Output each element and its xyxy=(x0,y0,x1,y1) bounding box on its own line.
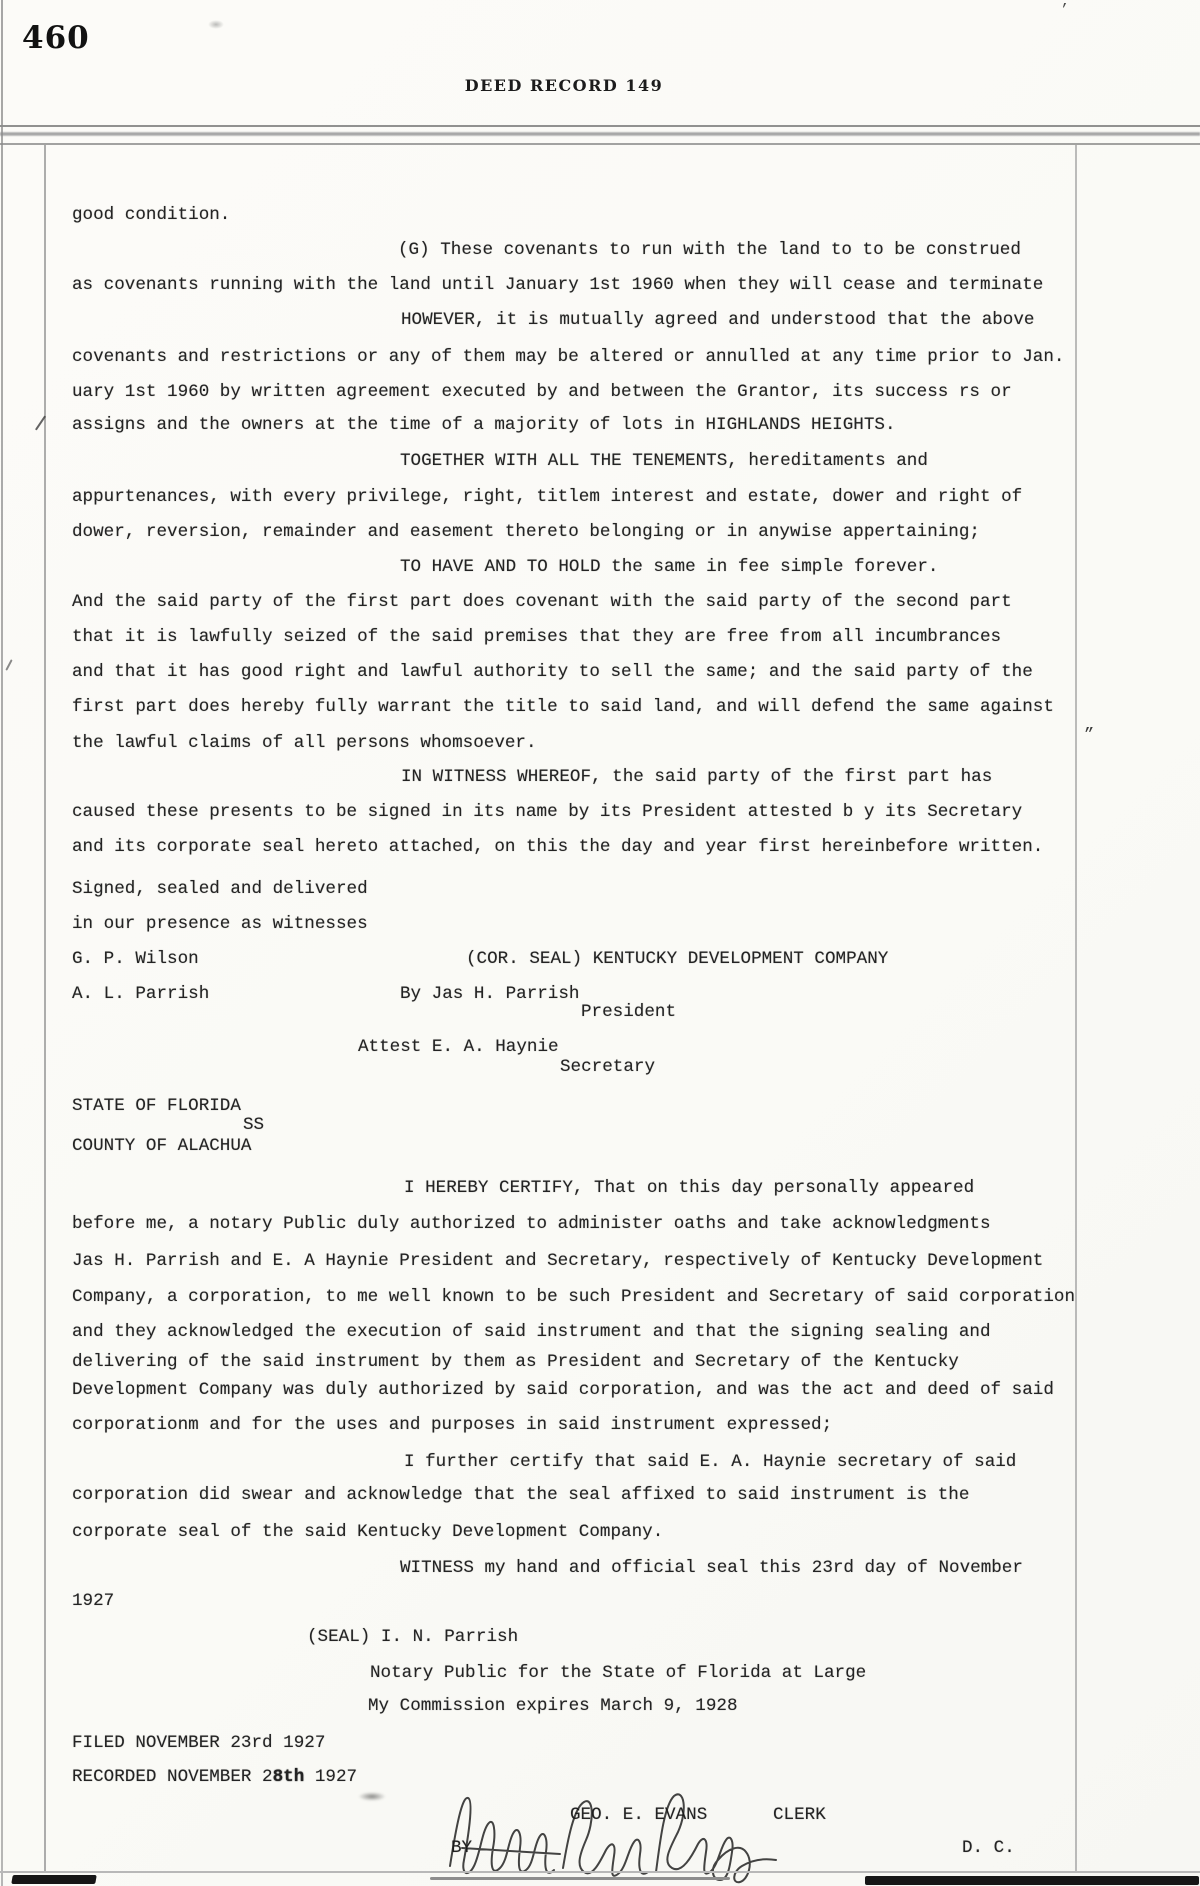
typed-line: Jas H. Parrish and E. A Haynie President and Secretary, respectively of Kentucky Development xyxy=(72,1251,1044,1271)
typed-line: Secretary xyxy=(560,1057,656,1077)
county-line: COUNTY OF ALACHUA xyxy=(72,1136,252,1156)
witness-name-2: A. L. Parrish xyxy=(72,984,210,1004)
typed-line: before me, a notary Public duly authorized to administer oaths and take acknowledgments xyxy=(72,1214,991,1234)
grantor-company-line: (COR. SEAL) KENTUCKY DEVELOPMENT COMPANY xyxy=(466,949,889,969)
typed-line: Development Company was duly authorized by said corporation, and was the act and deed of said xyxy=(72,1380,1054,1400)
typed-line: first part does hereby fully warrant the title to said land, and will defend the same against xyxy=(72,697,1054,717)
header-title: DEED RECORD 149 xyxy=(464,76,664,95)
typed-line: TOGETHER WITH ALL THE TENEMENTS, hereditaments and xyxy=(400,451,928,471)
typed-line: and its corporate seal hereto attached, on this the day and year first hereinbefore written. xyxy=(72,837,1044,857)
typed-line: corporationm and for the uses and purposes in said instrument expressed; xyxy=(72,1415,833,1435)
filed-line: FILED NOVEMBER 23rd 1927 xyxy=(72,1733,326,1753)
typed-line: covenants and restrictions or any of them may be altered or annulled at any time prior to Jan. xyxy=(72,347,1065,367)
typed-line: SS xyxy=(243,1115,265,1135)
typed-line: TO HAVE AND TO HOLD the same in fee simple forever. xyxy=(400,557,939,577)
president-signature-line: By Jas H. Parrish xyxy=(400,984,580,1004)
typed-line: Company, a corporation, to me well known to be such President and Secretary of said corporation xyxy=(72,1287,1076,1307)
typed-line: caused these presents to be signed in its name by its President attested b y its Secretary xyxy=(72,802,1023,822)
bottom-edge-smear xyxy=(430,1877,730,1880)
typed-line: good condition. xyxy=(72,205,231,225)
typed-line: uary 1st 1960 by written agreement executed by and between the Grantor, its success rs or xyxy=(72,382,1012,402)
bottom-edge-blob-right xyxy=(865,1876,1199,1885)
witness-name-1: G. P. Wilson xyxy=(72,949,199,969)
typed-line: I further certify that said E. A. Haynie secretary of said xyxy=(404,1452,1017,1472)
typed-line: that it is lawfully seized of the said premises that they are free from all incumbrances xyxy=(72,627,1002,647)
typed-line: as covenants running with the land until January 1st 1960 when they will cease and terminate xyxy=(72,275,1044,295)
typed-line: President xyxy=(581,1002,677,1022)
typed-line: HOWEVER, it is mutually agreed and understood that the above xyxy=(401,310,1035,330)
by-label: BY xyxy=(451,1838,473,1858)
typed-line: 1927 xyxy=(72,1591,115,1611)
secretary-signature-line: Attest E. A. Haynie xyxy=(358,1037,559,1057)
typed-line: I HEREBY CERTIFY, That on this day personally appeared xyxy=(404,1178,975,1198)
typed-line: WITNESS my hand and official seal this 23rd day of November xyxy=(400,1558,1023,1578)
typed-line: IN WITNESS WHEREOF, the said party of the first part has xyxy=(401,767,993,787)
typed-line: corporate seal of the said Kentucky Development Company. xyxy=(72,1522,664,1542)
state-line: STATE OF FLORIDA xyxy=(72,1096,241,1116)
typed-line: assigns and the owners at the time of a majority of lots in HIGHLANDS HEIGHTS. xyxy=(72,415,896,435)
page-number: 460 xyxy=(22,20,90,56)
typed-line: Notary Public for the State of Florida at Large xyxy=(370,1663,867,1683)
typed-line: delivering of the said instrument by them as President and Secretary of the Kentucky xyxy=(72,1352,959,1372)
typed-line: (G) These covenants to run with the land to to be construed xyxy=(398,240,1021,260)
typed-line: corporation did swear and acknowledge that the seal affixed to said instrument is the xyxy=(72,1485,970,1505)
ink-smudge xyxy=(358,1792,386,1801)
stray-quote-mark: ” xyxy=(1084,726,1095,745)
clerk-title: CLERK xyxy=(773,1805,826,1825)
typed-line: My Commission expires March 9, 1928 xyxy=(368,1696,738,1716)
typed-line: and they acknowledged the execution of said instrument and that the signing sealing and xyxy=(72,1322,991,1342)
bottom-edge-line xyxy=(0,1871,1200,1873)
typed-line: dower, reversion, remainder and easement thereto belonging or in anywise appertaining; xyxy=(72,522,980,542)
typed-line: in our presence as witnesses xyxy=(72,914,368,934)
notary-name-line: (SEAL) I. N. Parrish xyxy=(307,1627,519,1647)
typed-line: And the said party of the first part does covenant with the said party of the second part xyxy=(72,592,1012,612)
typed-line: Signed, sealed and delivered xyxy=(72,879,368,899)
typed-line: and that it has good right and lawful authority to sell the same; and the said party of the xyxy=(72,662,1033,682)
bottom-edge-blob-left xyxy=(11,1875,97,1884)
deputy-clerk-initials: D. C. xyxy=(962,1838,1015,1858)
clerk-name: GEO. E. EVANS xyxy=(570,1805,708,1825)
recorded-line: RECORDED NOVEMBER 28th 1927 xyxy=(72,1767,358,1787)
typed-line: the lawful claims of all persons whomsoever. xyxy=(72,733,537,753)
typed-line: appurtenances, with every privilege, right, titlem interest and estate, dower and right of xyxy=(72,487,1023,507)
stray-tick-mark: ’ xyxy=(1060,2,1070,19)
scan-speck xyxy=(208,20,224,29)
